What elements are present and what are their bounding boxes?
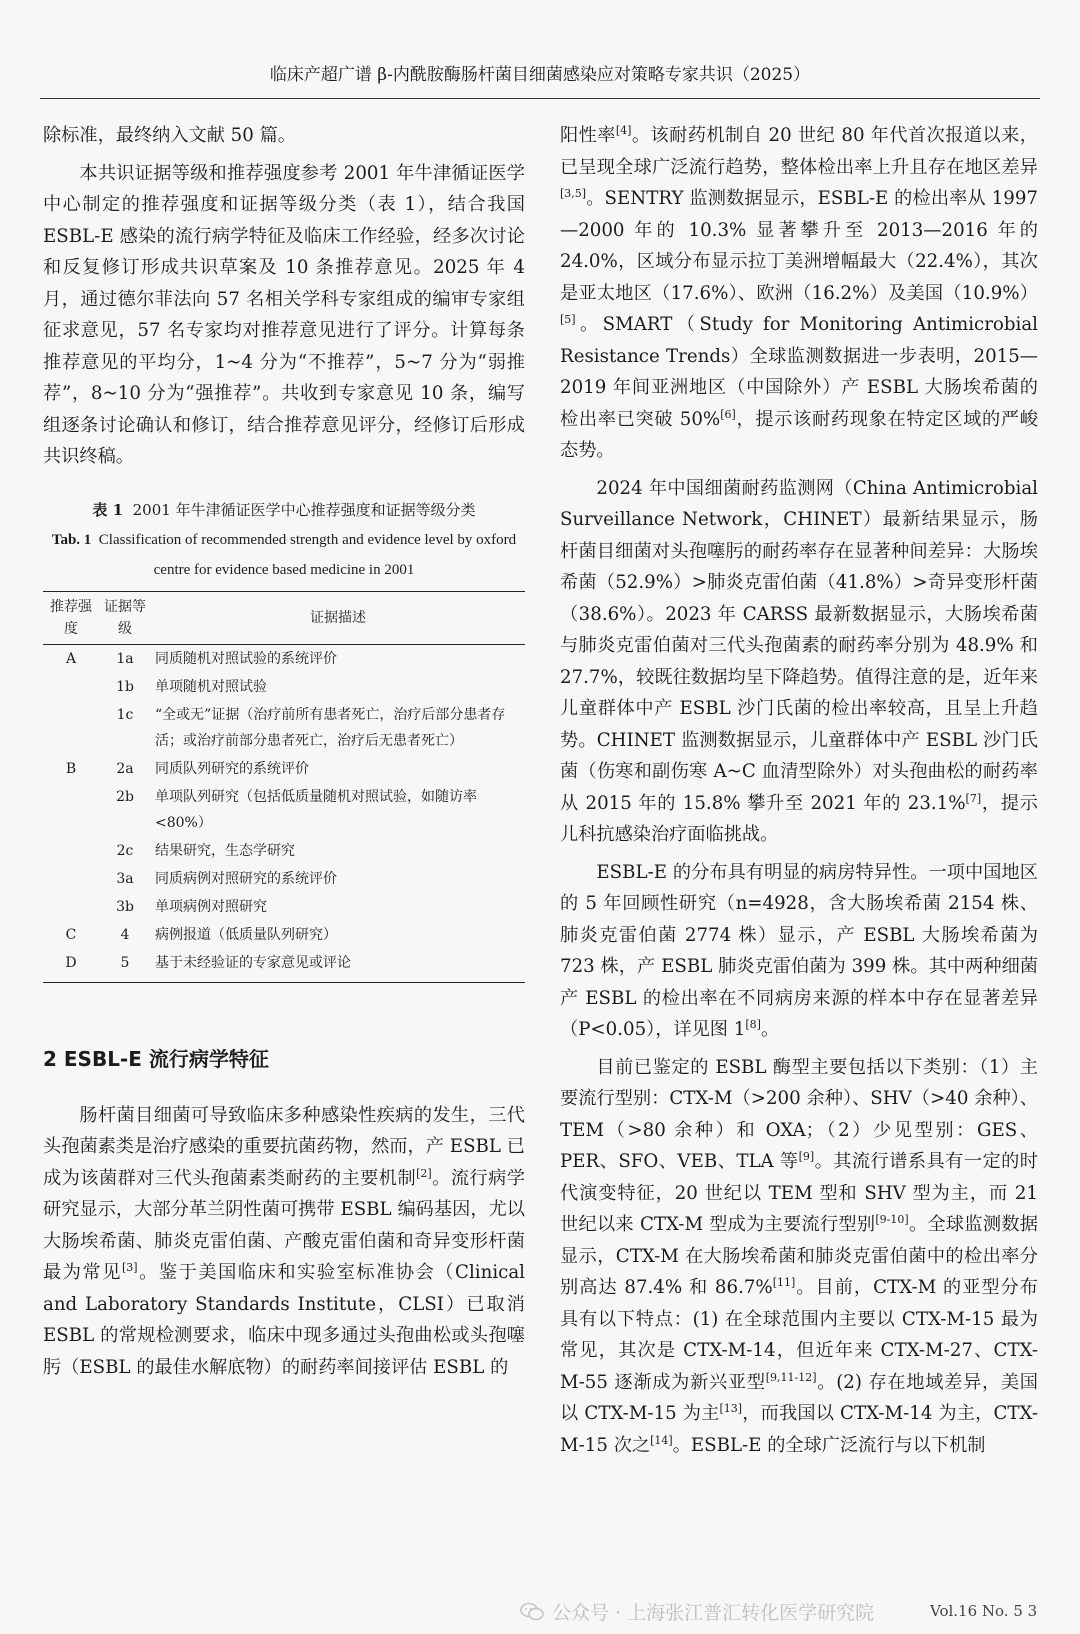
table-cell: 3b bbox=[116, 898, 134, 915]
table-cell bbox=[43, 701, 99, 755]
table-title: 2001 年牛津循证医学中心推荐强度和证据等级分类 bbox=[132, 500, 476, 519]
table-row bbox=[43, 865, 525, 893]
table-row bbox=[43, 893, 525, 921]
paragraph: 目前已鉴定的 ESBL 酶型主要包括以下类别：（1）主要流行型别：CTX-M（>200 余种）、SHV（>40 余种）、TEM（>80 余种）和 OXA；（2）少见型别：GES、PER、SFO、VEB、TLA 等[9]。其流行谱系具有一定的时代演变特征，20 世纪以 TEM 型和 SHV 型为主，而 21 世纪以来 CTX-M 型成为主要流行型别[9-10]。全球监测数据显示，CTX-M 在大肠埃希菌和肺炎克雷伯菌中的检出率分别高达 87.4% 和 86.7%[11]。目前，CTX-M 的亚型分布具有以下特点：(1) 在全球范围内主要以 CTX-M-15 最为常见，其次是 CTX-M-14，但近年来 CTX-M-27、CTX-M-55 逐渐成为新兴亚型[9,11-12]。(2) 存在地域差异，美国以 CTX-M-15 为主[13]，而我国以 CTX-M-14 为主，CTX-M-15 次之[14]。ESBL-E 的全球广泛流行与以下机制 bbox=[560, 1056, 1038, 1456]
table-cell: 2c bbox=[116, 842, 134, 859]
citation: [8] bbox=[745, 1017, 761, 1031]
table-cell: C bbox=[65, 926, 77, 943]
citation: [7] bbox=[965, 791, 982, 805]
citation: [9] bbox=[798, 1149, 815, 1163]
citation: [11] bbox=[772, 1275, 796, 1289]
table-cell: 同质队列研究的系统评价 bbox=[155, 760, 309, 777]
table-cell bbox=[43, 865, 99, 893]
citation: [5] bbox=[560, 312, 576, 326]
paragraph: 阳性率[4]。该耐药机制自 20 世纪 80 年代首次报道以来，已呈现全球广泛流行趋势，整体检出率上升且存在地区差异[3,5]。SENTRY 监测数据显示，ESBL-E 的检出率从 1997—2000 年的 10.3% 显著攀升至 2013—2016 年的 24.0%，区域分布显示拉丁美洲增幅最大（22.4%），其次是亚太地区（17.6%）、欧洲（16.2%）及美国（10.9%）[5]。SMART（Study for Monitoring Antimicrobial Resistance Trends）全球监测数据进一步表明，2015—2019 年间亚洲地区（中国除外）产 ESBL 大肠埃希菌的检出率已突破 50%[6]，提示该耐药现象在特定区域的严峻态势。 bbox=[560, 123, 1038, 461]
running-header-title: 临床产超广谱 β-内酰胺酶肠杆菌目细菌感染应对策略专家共识（2025） bbox=[269, 65, 811, 85]
table-cell: 1c bbox=[116, 706, 134, 723]
paragraph: 除标准，最终纳入文献 50 篇。 bbox=[43, 125, 296, 146]
table-row bbox=[43, 949, 525, 983]
table-cell: 单项随机对照试验 bbox=[155, 678, 267, 695]
table-cell: 结果研究，生态学研究 bbox=[155, 842, 295, 859]
watermark-text: 公众号 · 上海张江普汇转化医学研究院 bbox=[552, 1602, 875, 1624]
table-cell bbox=[43, 893, 99, 921]
paragraph: 本共识证据等级和推荐强度参考 2001 年牛津循证医学中心制定的推荐强度和证据等级分类（表 1），结合我国 ESBL-E 感染的流行病学特征及临床工作经验，经多次讨论和反复修订形成共识草案及 10 条推荐意见。2025 年 4 月，通过德尔菲法向 57 名相关学科专家组成的编审专家组征求意见，57 名专家均对推荐意见进行了评分。计算每条推荐意见的平均分，1~4 分为“不推荐”，5~7 分为“弱推荐”，8~10 分为“强推荐”。共收到专家意见 10 条，编写组逐条讨论确认和修订，结合推荐意见评分，经修订后形成共识终稿。 bbox=[43, 162, 525, 467]
table-row bbox=[43, 783, 525, 837]
table-header: 证据等级 bbox=[99, 591, 151, 644]
citation: [14] bbox=[650, 1433, 673, 1447]
table-row bbox=[43, 701, 525, 755]
page-info: Vol.16 No. 5 3 bbox=[930, 1602, 1038, 1620]
citation: [9,11-12] bbox=[765, 1370, 817, 1384]
table-cell: 同质随机对照试验的系统评价 bbox=[155, 650, 337, 667]
right-column bbox=[560, 120, 1038, 1467]
table-cell: “全或无”证据（治疗前所有患者死亡，治疗后部分患者存活；或治疗前部分患者死亡，治疗后无患者死亡） bbox=[155, 706, 506, 749]
wechat-icon bbox=[520, 1602, 544, 1622]
table-cell bbox=[43, 673, 99, 701]
table-cell: 5 bbox=[99, 949, 151, 983]
table-cell: 1b bbox=[116, 678, 134, 695]
table-cell bbox=[43, 783, 99, 837]
table-cell: 2a bbox=[116, 760, 134, 777]
table-cell: 单项病例对照研究 bbox=[155, 898, 267, 915]
watermark bbox=[520, 1598, 874, 1625]
evidence-table bbox=[43, 591, 525, 983]
citation: [3] bbox=[121, 1260, 138, 1274]
table-cell: B bbox=[65, 760, 77, 777]
citation: [13] bbox=[719, 1401, 743, 1415]
table-label-en: Tab. 1 bbox=[51, 531, 92, 548]
table-caption-cn bbox=[43, 495, 525, 525]
table-cell bbox=[43, 837, 99, 865]
table-row bbox=[43, 837, 525, 865]
citation: [2] bbox=[416, 1166, 432, 1180]
citation: [9-10] bbox=[875, 1212, 909, 1226]
table-row bbox=[43, 755, 525, 783]
table-cell: A bbox=[65, 650, 77, 667]
table-header: 证据描述 bbox=[151, 591, 525, 644]
running-header bbox=[40, 62, 1040, 99]
table-title-en: Classification of recommended strength and evidence level by oxford centre for evidence based medicine in 2001 bbox=[98, 531, 517, 578]
paragraph: 肠杆菌目细菌可导致临床多种感染性疾病的发生，三代头孢菌素类是治疗感染的重要抗菌药物，然而，产 ESBL 已成为该菌群对三代头孢菌素类耐药的主要机制[2]。流行病学研究显示，大部分革兰阴性菌可携带 ESBL 编码基因，尤以大肠埃希菌、肺炎克雷伯菌、产酸克雷伯菌和奇异变形杆菌最为常见[3]。鉴于美国临床和实验室标准协会（Clinical and Laboratory Standards Institute，CLSI）已取消 ESBL 的常规检测要求，临床中现多通过头孢曲松或头孢噻肟（ESBL 的最佳水解底物）的耐药率间接评估 ESBL 的 bbox=[43, 1104, 525, 1378]
table-cell: 3a bbox=[116, 870, 134, 887]
table-label: 表 1 bbox=[92, 500, 124, 519]
table-row bbox=[43, 673, 525, 701]
table-cell: 同质病例对照研究的系统评价 bbox=[155, 870, 337, 887]
table-row bbox=[43, 921, 525, 949]
table-cell: 基于未经验证的专家意见或评论 bbox=[151, 949, 525, 983]
section-heading: 2 ESBL-E 流行病学特征 bbox=[43, 1046, 269, 1071]
paragraph: 2024 年中国细菌耐药监测网（China Antimicrobial Surveillance Network，CHINET）最新结果显示，肠杆菌目细菌对头孢噻肟的耐药率存在显著种间差异：大肠埃希菌（52.9%）>肺炎克雷伯菌（41.8%）>奇异变形杆菌（38.6%）。2023 年 CARSS 最新数据显示，大肠埃希菌与肺炎克雷伯菌对三代头孢菌素的耐药率分别为 48.9% 和 27.7%，较既往数据均呈下降趋势。值得注意的是，近年来儿童群体中产 ESBL 沙门氏菌的检出率较高，且呈上升趋势。CHINET 监测数据显示，儿童群体中产 ESBL 沙门氏菌（伤寒和副伤寒 A~C 血清型除外）对头孢曲松的耐药率从 2015 年的 15.8% 攀升至 2021 年的 23.1%[7]，提示儿科抗感染治疗面临挑战。 bbox=[560, 477, 1038, 845]
paragraph: ESBL-E 的分布具有明显的病房特异性。一项中国地区的 5 年回顾性研究（n=4928，含大肠埃希菌 2154 株、肺炎克雷伯菌 2774 株）显示，产 ESBL 大肠埃希菌为 723 株，产 ESBL 肺炎克雷伯菌为 399 株。其中两种细菌产 ESBL 的检出率在不同病房来源的样本中存在显著差异（P<0.05），详见图 1[8]。 bbox=[560, 861, 1038, 1040]
left-column bbox=[43, 120, 525, 1389]
table-caption-en bbox=[43, 525, 525, 585]
table-header: 推荐强度 bbox=[43, 591, 99, 644]
table-cell: 病例报道（低质量队列研究） bbox=[155, 926, 337, 943]
table-cell: 单项队列研究（包括低质量随机对照试验，如随访率<80%） bbox=[155, 788, 477, 831]
table-cell: 4 bbox=[120, 926, 130, 943]
table-row bbox=[43, 644, 525, 673]
citation: [6] bbox=[720, 407, 736, 421]
table-cell: D bbox=[43, 949, 99, 983]
citation: [4] bbox=[615, 123, 632, 137]
table-cell: 2b bbox=[116, 788, 134, 805]
table-cell: 1a bbox=[116, 650, 134, 667]
citation: [3,5] bbox=[560, 186, 587, 200]
